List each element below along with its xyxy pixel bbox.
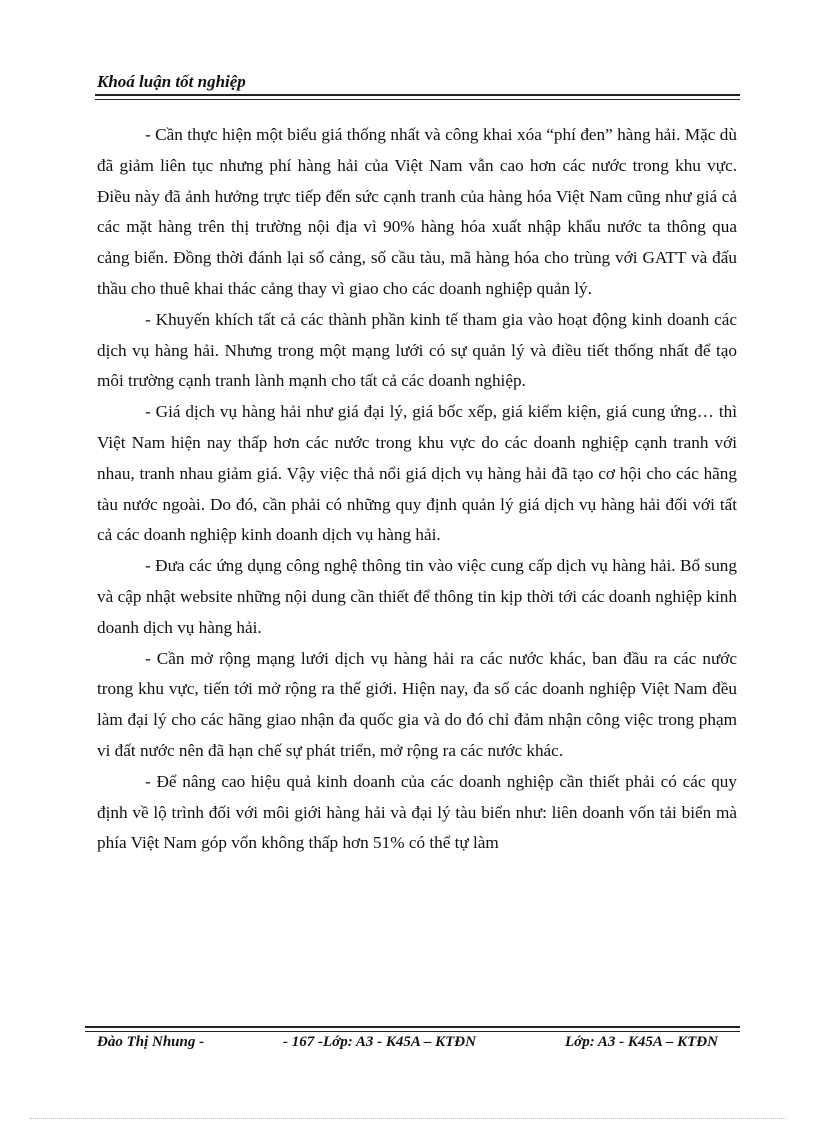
paragraph-encourage-sectors: - Khuyến khích tất cả các thành phần kinh tế tham gia vào hoạt động kinh doanh các dịch vụ hàng hải. Nhưng trong một mạng lưới có sự quản lý và điều tiết thống nhất để tạo môi trường cạnh tranh lành mạnh cho tất cả các doanh nghiệp. <box>97 309 737 391</box>
paragraph-service-prices: - Giá dịch vụ hàng hải như giá đại lý, giá bốc xếp, giá kiểm kiện, giá cung ứng… thì Việt Nam hiện nay thấp hơn các nước trong khu vực do các doanh nghiệp cạnh tranh với nhau, tranh nhau giảm giá. Vậy việc thả nổi giá dịch vụ hàng hải đã tạo cơ hội cho các hãng tàu nước ngoài. Do đó, cần phải có những quy định quản lý giá dịch vụ hàng hải đối với tất cả các doanh nghiệp kinh doanh dịch vụ hàng hải. <box>97 402 737 545</box>
body-text <box>97 120 737 859</box>
footer-author: Đào Thị Nhung - <box>97 1034 205 1050</box>
page-bottom-edge <box>30 1118 786 1119</box>
header-rule-thick <box>95 94 740 96</box>
paragraph-port-fees: - Cần thực hiện một biểu giá thống nhất và công khai xóa “phí đen” hàng hải. Mặc dù đã giảm liên tục nhưng phí hàng hải của Việt Nam vẫn cao hơn các nước trong khu vực. Điều này đã ảnh hưởng trực tiếp đến sức cạnh tranh của hàng hóa Việt Nam cũng như giá cả các mặt hàng trên thị trường nội địa vì 90% hàng hóa xuất nhập khẩu nước ta thông qua cảng biển. Đồng thời đánh lại số cảng, số cầu tàu, mã hàng hóa cho trùng với GATT và đấu thầu cho thuê khai thác cảng thay vì giao cho các doanh nghiệp quản lý. <box>97 125 737 298</box>
paragraph-it-applications: - Đưa các ứng dụng công nghệ thông tin vào việc cung cấp dịch vụ hàng hải. Bổ sung và cập nhật website những nội dung cần thiết để thông tin kịp thời tới các doanh nghiệp kinh doanh dịch vụ hàng hải. <box>97 556 737 637</box>
footer-rule-thin <box>85 1031 740 1032</box>
document-header-title: Khoá luận tốt nghiệp <box>97 72 246 91</box>
footer-page-number-class: - 167 -Lớp: A3 - K45A – KTĐN <box>283 1034 476 1050</box>
footer-class-label: Lớp: A3 - K45A – KTĐN <box>565 1034 718 1050</box>
paragraph-business-efficiency: - Để nâng cao hiệu quả kinh doanh của các doanh nghiệp cần thiết phải có các quy định về lộ trình đối với môi giới hàng hải và đại lý tàu biển như: liên doanh vốn tải biển mà phía Việt Nam góp vốn không thấp hơn 51% có thể tự làm <box>97 771 737 853</box>
footer-rule-thick <box>85 1026 740 1028</box>
paragraph-expand-network: - Cần mở rộng mạng lưới dịch vụ hàng hải ra các nước khác, ban đầu ra các nước trong khu vực, tiến tới mở rộng ra thế giới. Hiện nay, đa số các doanh nghiệp Việt Nam đều làm đại lý cho các hãng giao nhận đa quốc gia và do đó chỉ đảm nhận công việc trong phạm vi đất nước nên đã hạn chế sự phát triển, mở rộng ra các nước khác. <box>97 648 737 760</box>
header-rule-thin <box>95 99 740 100</box>
